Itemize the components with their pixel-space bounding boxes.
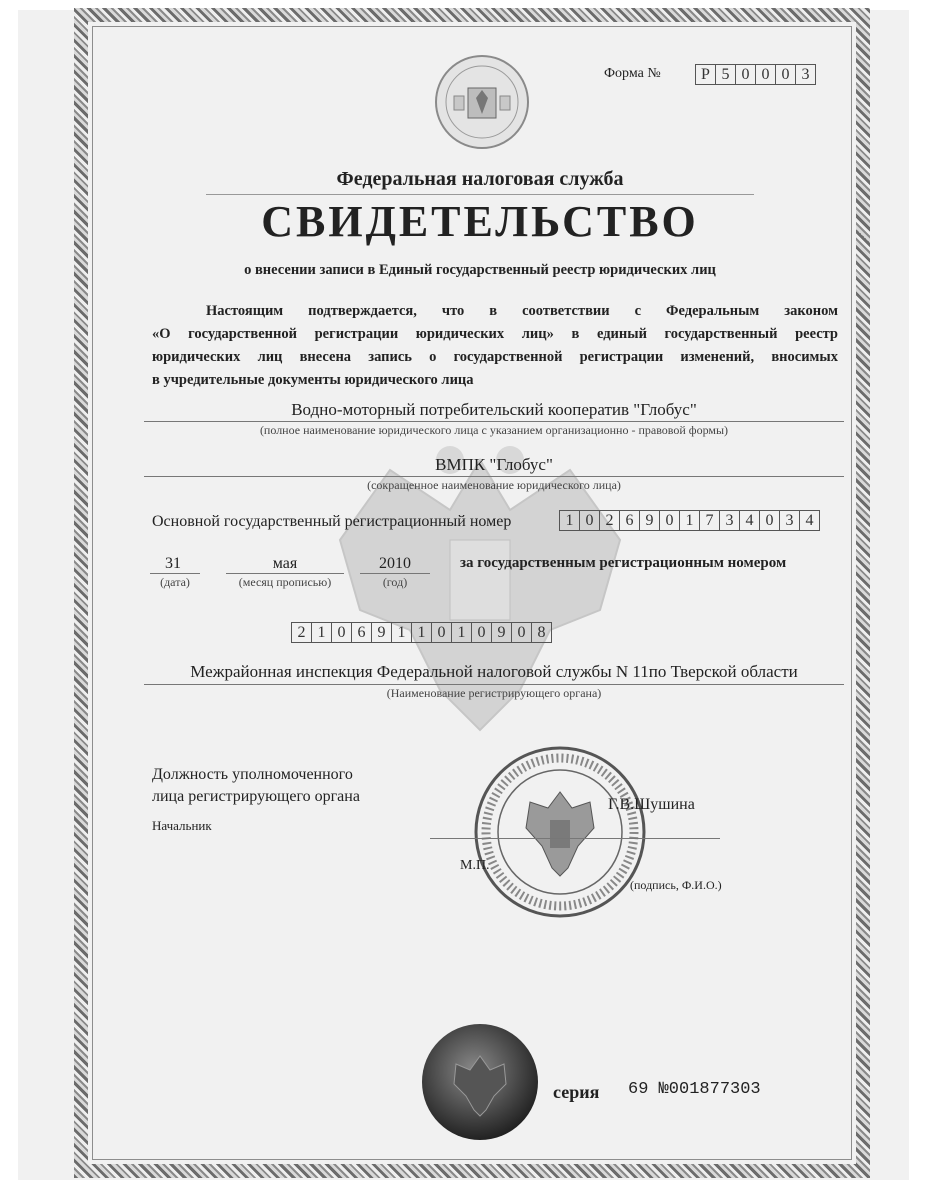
signatory-name: Г.В.Шушина	[608, 796, 695, 813]
registration-continuation: за государственным регистрационным номером	[460, 555, 787, 571]
digit-box: 5	[715, 64, 736, 85]
authority-caption: (Наименование регистрирующего органа)	[386, 686, 602, 700]
ogrn-label: Основной государственный регистрационный номер	[152, 513, 512, 530]
digit-box: 0	[775, 64, 796, 85]
serial-number: 69 №001877303	[628, 1080, 761, 1099]
date-year: 2010	[379, 555, 411, 572]
digit-box: 0	[331, 622, 352, 643]
grn-number	[292, 622, 552, 643]
digit-box: 9	[639, 510, 660, 531]
date-month: мая	[272, 555, 298, 572]
signatory-position-line-1: Должность уполномоченного	[152, 766, 353, 783]
digit-box: 1	[451, 622, 472, 643]
digit-box: 0	[471, 622, 492, 643]
certification-line-4: в учредительные документы юридического лица	[152, 372, 474, 388]
authority-name: Межрайонная инспекция Федеральной налоговой службы N 11по Тверской области	[190, 662, 798, 681]
digit-box: 1	[391, 622, 412, 643]
ogrn-number	[560, 510, 820, 531]
digit-box: Р	[695, 64, 716, 85]
date-year-caption: (год)	[382, 575, 408, 589]
form-number	[696, 64, 816, 85]
certification-line-3: юридических лиц внесена запись о государственной регистрации изменений, вносимых	[152, 349, 838, 365]
digit-box: 2	[291, 622, 312, 643]
document-subtitle: о внесении записи в Единый государственный реестр юридических лиц	[244, 262, 716, 278]
date-day: 31	[165, 555, 181, 572]
date-day-caption: (дата)	[160, 575, 190, 589]
stamp-place-mark: М.П.	[460, 858, 490, 873]
date-month-caption: (месяц прописью)	[238, 575, 332, 589]
digit-box: 0	[735, 64, 756, 85]
certification-line-2: «О государственной регистрации юридических лиц» в единый государственный реестр	[152, 326, 838, 342]
digit-box: 0	[659, 510, 680, 531]
digit-box: 9	[371, 622, 392, 643]
digit-box: 1	[411, 622, 432, 643]
digit-box: 2	[599, 510, 620, 531]
digit-box: 4	[799, 510, 820, 531]
digit-box: 0	[579, 510, 600, 531]
serial-label: серия	[553, 1082, 600, 1102]
signature-caption: (подпись, Ф.И.О.)	[630, 878, 722, 892]
digit-box: 3	[779, 510, 800, 531]
digit-box: 0	[759, 510, 780, 531]
agency-name: Федеральная налоговая служба	[336, 168, 624, 190]
digit-box: 6	[619, 510, 640, 531]
certification-text	[152, 300, 838, 392]
digit-box: 3	[795, 64, 816, 85]
digit-box: 0	[755, 64, 776, 85]
digit-box: 0	[511, 622, 532, 643]
digit-box: 1	[311, 622, 332, 643]
digit-box: 4	[739, 510, 760, 531]
certification-line-1: Настоящим подтверждается, что в соответствии с Федеральным законом	[206, 303, 838, 319]
digit-box: 1	[679, 510, 700, 531]
entity-full-name-caption: (полное наименование юридического лица с указанием организационно - правовой формы)	[259, 423, 729, 437]
entity-short-name-caption: (сокращенное наименование юридического лица)	[367, 478, 621, 492]
emblem-seal-icon	[432, 52, 532, 152]
signatory-title: Начальник	[152, 818, 212, 833]
entity-short-name: ВМПК "Глобус"	[435, 455, 553, 474]
signatory-position	[152, 764, 360, 808]
form-label: Форма №	[604, 66, 661, 81]
hologram-seal-icon	[420, 1022, 540, 1142]
digit-box: 0	[431, 622, 452, 643]
digit-box: 3	[719, 510, 740, 531]
digit-box: 8	[531, 622, 552, 643]
official-stamp-icon	[470, 742, 650, 922]
signatory-position-line-2: лица регистрирующего органа	[152, 788, 360, 805]
digit-box: 9	[491, 622, 512, 643]
digit-box: 7	[699, 510, 720, 531]
digit-box: 1	[559, 510, 580, 531]
entity-full-name: Водно-моторный потребительский кооператив "Глобус"	[291, 400, 697, 419]
document-title: СВИДЕТЕЛЬСТВО	[261, 197, 699, 246]
digit-box: 6	[351, 622, 372, 643]
